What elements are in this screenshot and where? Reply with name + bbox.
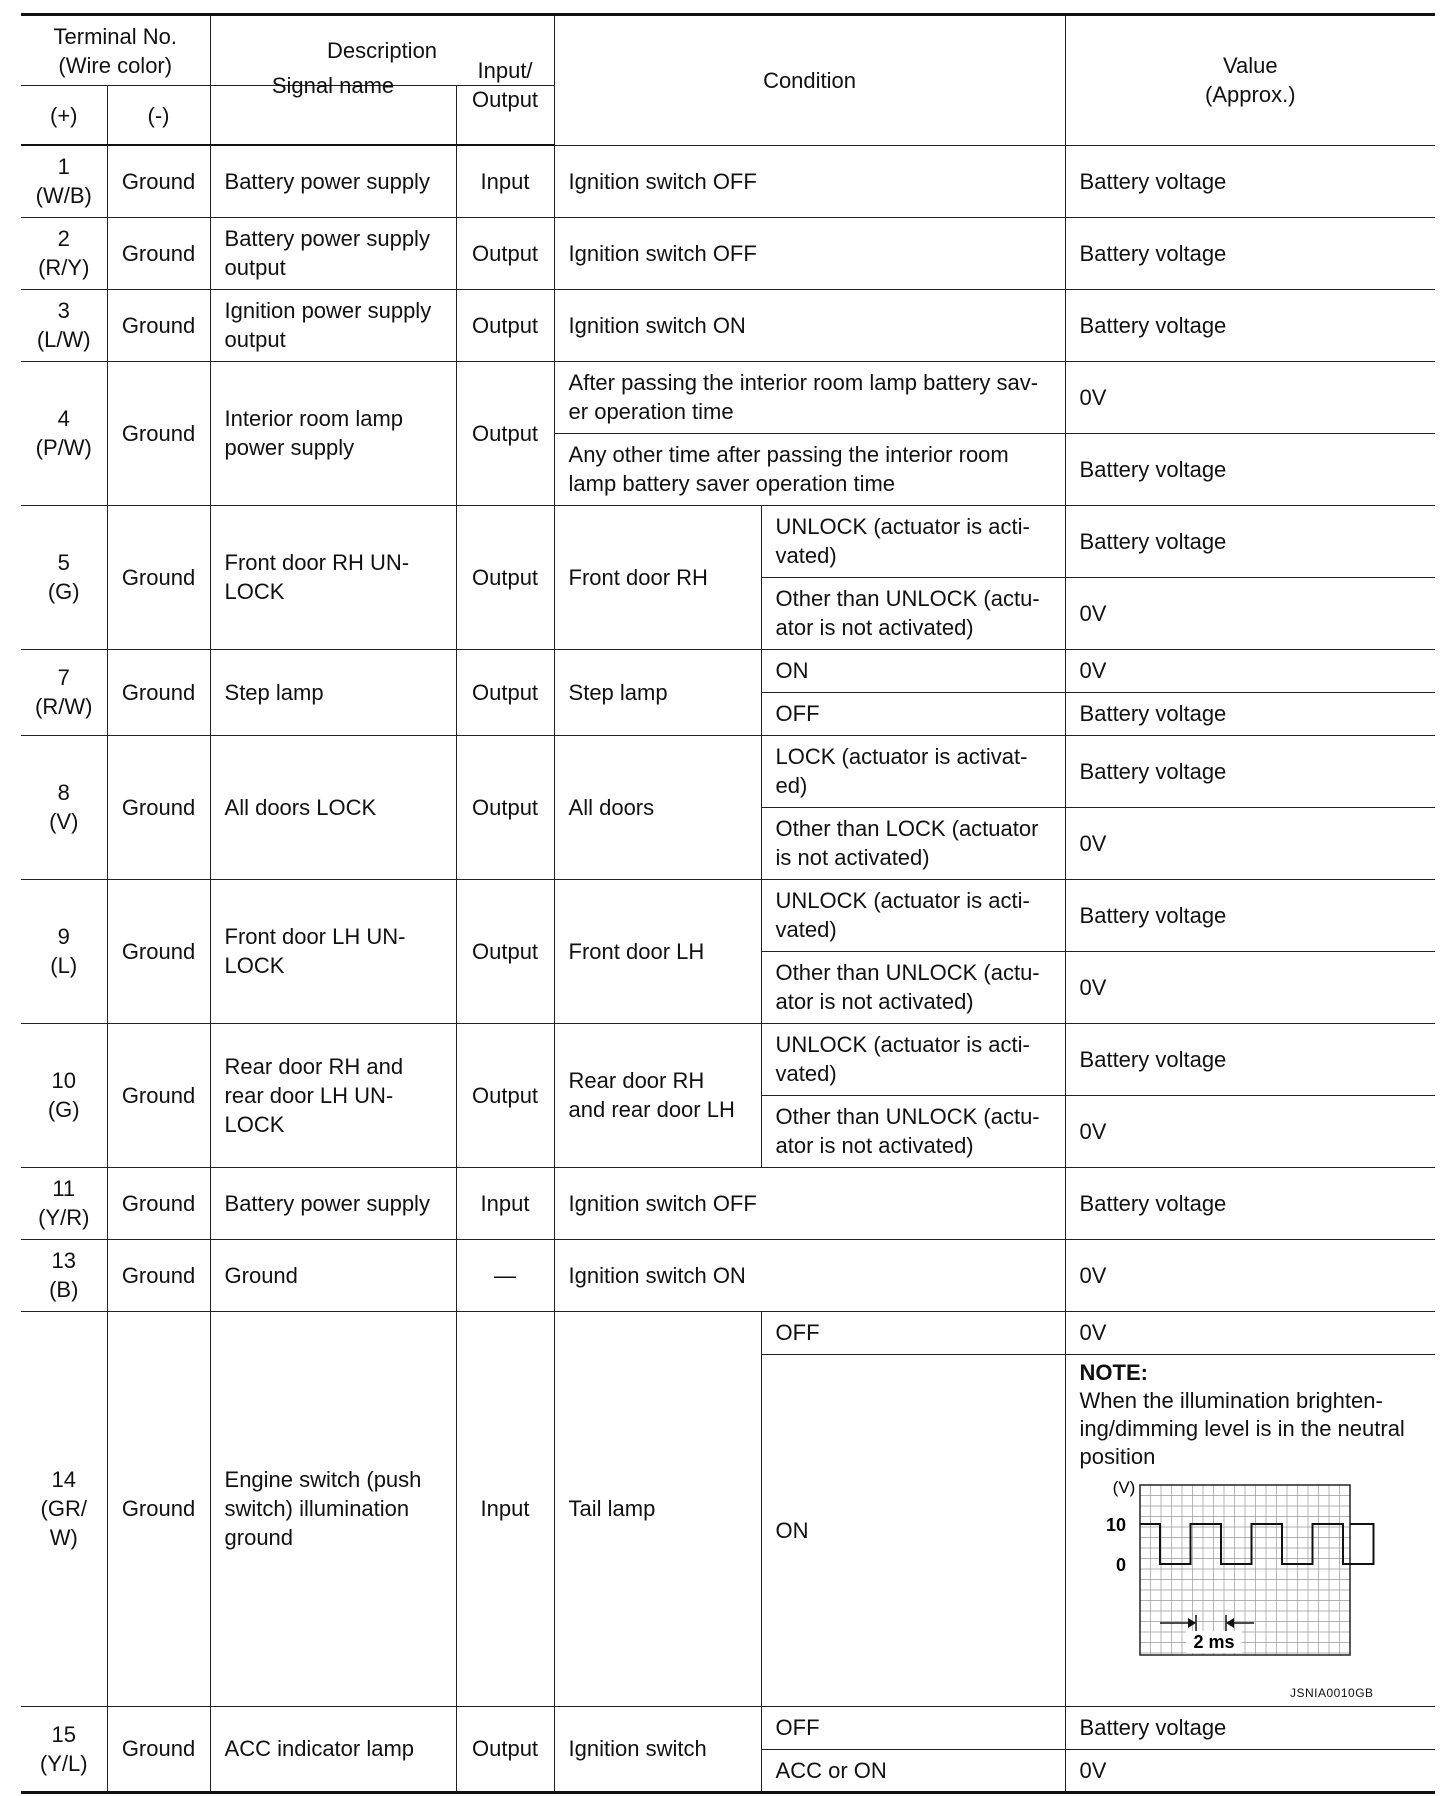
value-cell: 0V — [1065, 807, 1435, 879]
table-row — [21, 145, 1435, 217]
subcondition-cell: OFF — [761, 1706, 1065, 1749]
signal-cell: Interior room lamp power supply — [210, 361, 456, 505]
terminal-cell: 2 (R/Y) — [21, 217, 107, 289]
value-cell: Battery voltage — [1065, 735, 1435, 807]
io-cell: — — [456, 1239, 554, 1311]
ground-cell: Ground — [107, 879, 210, 1023]
value-cell: 0V — [1065, 1749, 1435, 1792]
terminal-cell: 11 (Y/R) — [21, 1167, 107, 1239]
io-cell: Output — [456, 879, 554, 1023]
value-cell: Battery voltage — [1065, 145, 1435, 217]
ground-cell: Ground — [107, 1239, 210, 1311]
table-row — [21, 505, 1435, 577]
header-value: Value (Approx.) — [1065, 15, 1435, 146]
subcondition-cell: ACC or ON — [761, 1749, 1065, 1792]
terminal-cell: 5 (G) — [21, 505, 107, 649]
io-cell: Input — [456, 1167, 554, 1239]
io-cell: Input — [456, 1311, 554, 1706]
header-description: Description — [210, 15, 554, 86]
table-row — [21, 289, 1435, 361]
waveform-unit: (V) — [1112, 1477, 1135, 1497]
value-cell: 0V — [1065, 577, 1435, 649]
value-cell: Battery voltage — [1065, 505, 1435, 577]
condition-cell: Ignition switch OFF — [554, 217, 1065, 289]
condition-cell: Ignition switch OFF — [554, 1167, 1065, 1239]
value-cell: Battery voltage — [1065, 433, 1435, 505]
condition-cell: Front door LH — [554, 879, 761, 1023]
subcondition-cell: UNLOCK (actuator is acti-vated) — [761, 505, 1065, 577]
value-cell: Battery voltage — [1065, 1023, 1435, 1095]
io-cell: Output — [456, 735, 554, 879]
ground-cell: Ground — [107, 1706, 210, 1792]
header-condition: Condition — [554, 15, 1065, 146]
value-cell: Battery voltage — [1065, 1706, 1435, 1749]
signal-cell: Step lamp — [210, 649, 456, 735]
subcondition-cell: UNLOCK (actuator is acti-vated) — [761, 1023, 1065, 1095]
table-header — [21, 15, 1435, 146]
signal-cell: Front door RH UN-LOCK — [210, 505, 456, 649]
subcondition-cell: Other than UNLOCK (actu-ator is not activated) — [761, 577, 1065, 649]
subcondition-cell: UNLOCK (actuator is acti-vated) — [761, 879, 1065, 951]
ground-cell: Ground — [107, 217, 210, 289]
condition-cell: Rear door RH and rear door LH — [554, 1023, 761, 1167]
io-cell: Output — [456, 289, 554, 361]
header-minus: (-) — [107, 86, 210, 146]
subcondition-cell: Other than UNLOCK (actu-ator is not activated) — [761, 951, 1065, 1023]
waveform-grid — [1140, 1485, 1350, 1655]
signal-cell: Ignition power supply output — [210, 289, 456, 361]
subcondition-cell: LOCK (actuator is activat-ed) — [761, 735, 1065, 807]
table-row — [21, 361, 1435, 433]
waveform-trace — [1140, 1524, 1374, 1564]
value-cell: 0V — [1065, 1311, 1435, 1354]
table-row — [21, 879, 1435, 951]
value-cell: 0V — [1065, 1239, 1435, 1311]
waveform-figure — [1080, 1475, 1380, 1705]
ground-cell: Ground — [107, 735, 210, 879]
value-cell-note — [1065, 1354, 1435, 1706]
terminal-cell: 1 (W/B) — [21, 145, 107, 217]
subcondition-cell: OFF — [761, 1311, 1065, 1354]
terminal-table — [21, 13, 1435, 1794]
waveform-y-high: 10 — [1105, 1514, 1126, 1535]
value-cell: 0V — [1065, 951, 1435, 1023]
value-cell: 0V — [1065, 1095, 1435, 1167]
value-cell: Battery voltage — [1065, 217, 1435, 289]
io-cell: Output — [456, 217, 554, 289]
figure-code: JSNIA0010GB — [1290, 1685, 1374, 1700]
terminal-cell: 3 (L/W) — [21, 289, 107, 361]
subcondition-cell: ON — [761, 1354, 1065, 1706]
io-cell: Output — [456, 361, 554, 505]
terminal-cell: 7 (R/W) — [21, 649, 107, 735]
period-arrow-left-head — [1188, 1618, 1196, 1628]
table-row — [21, 1706, 1435, 1749]
condition-cell: Ignition switch ON — [554, 1239, 1065, 1311]
io-cell: Input — [456, 145, 554, 217]
table-row — [21, 1023, 1435, 1095]
ground-cell: Ground — [107, 1023, 210, 1167]
signal-cell: Engine switch (push switch) illumination ground — [210, 1311, 456, 1706]
terminal-cell: 9 (L) — [21, 879, 107, 1023]
terminal-cell: 13 (B) — [21, 1239, 107, 1311]
value-cell: Battery voltage — [1065, 692, 1435, 735]
signal-cell: All doors LOCK — [210, 735, 456, 879]
header-io: Input/ Output — [456, 56, 554, 116]
table-row — [21, 1239, 1435, 1311]
period-arrow-right-head — [1226, 1618, 1234, 1628]
condition-cell: Step lamp — [554, 649, 761, 735]
condition-cell: Ignition switch ON — [554, 289, 1065, 361]
value-cell: 0V — [1065, 649, 1435, 692]
terminal-cell: 10 (G) — [21, 1023, 107, 1167]
condition-cell: Any other time after passing the interior room lamp battery saver operation time — [554, 433, 1065, 505]
waveform-y-low: 0 — [1115, 1554, 1126, 1575]
value-cell: 0V — [1065, 361, 1435, 433]
condition-cell: Ignition switch OFF — [554, 145, 1065, 217]
terminal-cell: 14 (GR/ W) — [21, 1311, 107, 1706]
value-cell: Battery voltage — [1065, 289, 1435, 361]
signal-cell: Ground — [210, 1239, 456, 1311]
subcondition-cell: OFF — [761, 692, 1065, 735]
ground-cell: Ground — [107, 1167, 210, 1239]
condition-cell: All doors — [554, 735, 761, 879]
header-signal-name: Signal name — [210, 56, 456, 116]
signal-cell: Front door LH UN-LOCK — [210, 879, 456, 1023]
condition-cell: Tail lamp — [554, 1311, 761, 1706]
header-terminal: Terminal No. (Wire color) — [21, 15, 210, 86]
header-plus: (+) — [21, 86, 107, 146]
condition-cell: Front door RH — [554, 505, 761, 649]
note-title: NOTE: — [1079, 1359, 1148, 1385]
ground-cell: Ground — [107, 649, 210, 735]
io-cell: Output — [456, 1023, 554, 1167]
terminal-cell: 8 (V) — [21, 735, 107, 879]
io-cell: Output — [456, 1706, 554, 1792]
period-label: 2 ms — [1193, 1631, 1235, 1652]
note-text: When the illumination brighten-ing/dimming level is in the neutral position — [1079, 1387, 1405, 1469]
condition-cell: After passing the interior room lamp battery sav-er operation time — [554, 361, 1065, 433]
condition-cell: Ignition switch — [554, 1706, 761, 1792]
value-cell: Battery voltage — [1065, 1167, 1435, 1239]
waveform-graph — [1080, 1475, 1380, 1691]
table-row — [21, 1167, 1435, 1239]
signal-cell: ACC indicator lamp — [210, 1706, 456, 1792]
ground-cell: Ground — [107, 289, 210, 361]
ground-cell: Ground — [107, 361, 210, 505]
io-cell: Output — [456, 505, 554, 649]
table-row — [21, 217, 1435, 289]
terminal-cell: 15 (Y/L) — [21, 1706, 107, 1792]
signal-cell: Rear door RH and rear door LH UN-LOCK — [210, 1023, 456, 1167]
table-row — [21, 649, 1435, 692]
signal-cell: Battery power supply — [210, 145, 456, 217]
io-cell: Output — [456, 649, 554, 735]
signal-cell: Battery power supply output — [210, 217, 456, 289]
subcondition-cell: Other than LOCK (actuator is not activated) — [761, 807, 1065, 879]
ground-cell: Ground — [107, 1311, 210, 1706]
table-row — [21, 735, 1435, 807]
table-body — [21, 145, 1435, 1792]
terminal-cell: 4 (P/W) — [21, 361, 107, 505]
subcondition-cell: ON — [761, 649, 1065, 692]
subcondition-cell: Other than UNLOCK (actu-ator is not activated) — [761, 1095, 1065, 1167]
ground-cell: Ground — [107, 145, 210, 217]
ground-cell: Ground — [107, 505, 210, 649]
value-cell: Battery voltage — [1065, 879, 1435, 951]
signal-cell: Battery power supply — [210, 1167, 456, 1239]
table-row — [21, 1311, 1435, 1354]
